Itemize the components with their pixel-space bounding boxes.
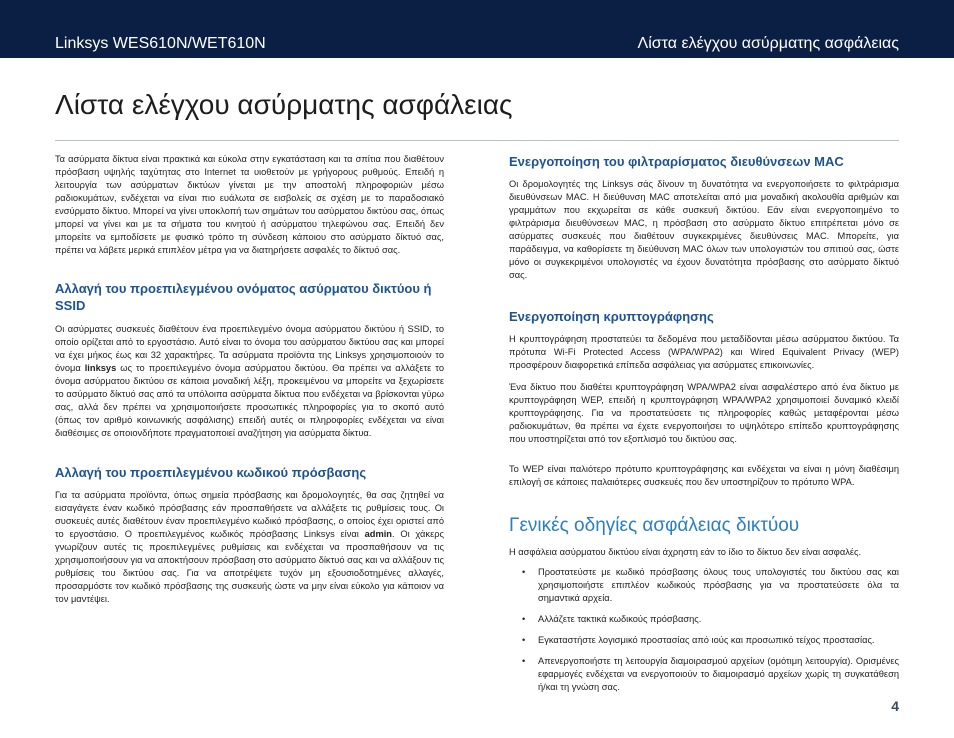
bullet-icon: • xyxy=(522,635,526,645)
list-item: • Προστατεύστε με κωδικό πρόσβασης όλους τους υπολογιστές του δικτύου σας και χρησιμοποιήστε επιπλέον κωδικούς πρόσβασης για να προστατεύσετε όλα τα σημαντικά αρχεία. xyxy=(522,567,899,603)
page-number: 4 xyxy=(891,698,899,714)
bullet-icon: • xyxy=(522,656,526,666)
intro-paragraph: Τα ασύρματα δίκτυα είναι πρακτικά και εύκολα στην εγκατάσταση και τα σπίτια που διαθέτουν πρόσβαση υψηλής ταχύτητας στο Internet τα υιοθετούν με γρήγορους ρυθμούς. Επειδή η λειτουργία των ασύρματων δικτύων γίνεται με την αποστολή πληροφοριών μέσω ραδιοκυμάτων, ενδέχεται να είναι πιο ευάλωτα σε εισβολείς σε σχέση με το παραδοσιακό ενσύρματο δίκτυο. Μπορεί να γίνει υποκλοπή των σημάτων του ασύρματου δικτύου σας, όπως μπορεί να γίνει και με τα σήματα του κινητού ή ασύρματου τηλεφώνου σας. Επειδή δεν μπορείτε να εμποδίσετε με φυσικό τρόπο τη σύνδεση κάποιου στο ασύρματο δίκτυό σας, πρέπει να λάβετε μερικά επιπλέον μέτρα για να διατηρήσετε ασφαλές το δίκτυό σας. xyxy=(55,154,444,255)
encryption-paragraph-2: Ένα δίκτυο που διαθέτει κρυπτογράφηση WPA/WPA2 είναι ασφαλέστερο από ένα δίκτυο με κρυπτογράφηση WEP, επειδή η κρυπτογράφηση WPA/WPA2 χρησιμοποιεί δυναμικό κλειδί κρυπτογράφησης. Για να προστατεύσετε τις πληροφορίες καθώς μεταφέρονται μέσω ραδιοκυμάτων, θα πρέπει να έχετε ενεργοποιήσει το υψηλότερο επίπεδο κρυπτογράφησης που υποστηρίζεται από τον εξοπλισμό του δικτύου σας. xyxy=(509,382,899,444)
bullet-icon: • xyxy=(522,614,526,624)
default-password: admin xyxy=(364,529,392,539)
encryption-paragraph-1: Η κρυπτογράφηση προστατεύει τα δεδομένα που μεταδίδονται μέσω ασύρματου δικτύου. Τα πρότυπα Wi-Fi Protected Access (WPA/WPA2) και Wired Equivalent Privacy (WEP) προσφέρουν διαφορετικά επίπεδα ασφάλειας για ασύρματες επικοινωνίες. xyxy=(509,334,899,370)
guidelines-list xyxy=(509,566,899,694)
list-item: • Εγκαταστήστε λογισμικό προστασίας από ιούς και προσωπικό τείχος προστασίας. xyxy=(522,635,875,645)
general-guidelines-heading: Γενικές οδηγίες ασφάλειας δικτύου xyxy=(509,515,800,536)
password-paragraph: Για τα ασύρματα προϊόντα, όπως σημεία πρόσβασης και δρομολογητές, θα σας ζητηθεί να εισαγάγετε έναν κωδικό πρόσβασης εάν προσπαθήσετε να αλλάξετε τις ρυθμίσεις τους. Οι συσκευές αυτές διαθέτουν έναν προεπιλεγμένο κωδικό πρόσβασης, ο οποίος έχει οριστεί από το εργοστάσιο. Ο προεπιλεγμένος κωδικός πρόσβασης Linksys είναι admin. Οι χάκερς γνωρίζουν αυτές τις προεπιλεγμένες ρυθμίσεις και ενδέχεται να προσπαθήσουν να τις χρησιμοποιήσουν για να αποκτήσουν πρόσβαση στο ασύρματο δίκτυό σας και να αλλάξουν τις ρυθμίσεις του δικτύου σας. Για να αποτρέψετε τυχόν μη εξουσιοδοτημένες αλλαγές, προσαρμόστε τον κωδικό πρόσβασης της συσκευής ώστε να μην είναι εύκολο για κάποιον να τον μαντέψει. xyxy=(55,490,444,604)
product-name: Linksys WES610N/WET610N xyxy=(55,35,266,52)
general-guidelines-intro: Η ασφάλεια ασύρματου δικτύου είναι άχρηστη εάν το ίδιο το δίκτυο δεν είναι ασφαλές. xyxy=(509,547,862,557)
mac-filter-heading: Ενεργοποίηση του φιλτραρίσματος διευθύνσεων MAC xyxy=(509,154,844,169)
mac-filter-paragraph: Οι δρομολογητές της Linksys σάς δίνουν τη δυνατότητα να ενεργοποιήσετε το φιλτράρισμα διευθύνσεων MAC. Η διεύθυνση MAC αποτελείται από μια μοναδική ακολουθία αριθμών και γραμμάτων που εκχωρείται σε κάθε συσκευή δικτύου. Εάν είναι ενεργοποιημένο το φιλτράρισμα διευθύνσεων MAC, η πρόσβαση στο ασύρματο δίκτυο επιτρέπεται μόνο σε ασύρματες συσκευές που διαθέτουν συγκεκριμένες διευθύνσεις MAC. Μπορείτε, για παράδειγμα, να καθορίσετε τη διεύθυνση MAC όλων των υπολογιστών του σπιτιού σας, ώστε μόνο οι συγκεκριμένοι υπολογιστές να έχουν δυνατότητα πρόσβασης στο ασύρματο δίκτυό σας. xyxy=(509,179,899,280)
left-column xyxy=(55,153,444,606)
ssid-heading: Αλλαγή του προεπιλεγμένου ονόματος ασύρματου δικτύου ή SSID xyxy=(55,281,432,313)
page-title: Λίστα ελέγχου ασύρματης ασφάλειας xyxy=(55,89,513,120)
encryption-heading: Ενεργοποίηση κρυπτογράφησης xyxy=(509,309,714,324)
password-heading: Αλλαγή του προεπιλεγμένου κωδικού πρόσβασης xyxy=(55,465,367,480)
list-item: • Αλλάζετε τακτικά κωδικούς πρόσβασης. xyxy=(522,614,702,624)
encryption-paragraph-3: Το WEP είναι παλιότερο πρότυπο κρυπτογράφησης και ενδέχεται να είναι η μόνη διαθέσιμη επιλογή σε κάποιες παλαιότερες συσκευές που δεν υποστηρίζουν το πρότυπο WPA. xyxy=(509,464,899,487)
page-header-bar xyxy=(0,0,954,58)
list-item: • Απενεργοποιήστε τη λειτουργία διαμοιρασμού αρχείων (ομότιμη λειτουργία). Ορισμένες εφαρμογές ενδέχεται να ενεργοποιούν το διαμοιρασμό αρχείων χωρίς τη συγκατάθεση ή/και τη γνώση σας. xyxy=(522,656,899,692)
default-ssid: linksys xyxy=(84,363,117,373)
bullet-icon: • xyxy=(522,567,526,577)
ssid-paragraph: Οι ασύρματες συσκευές διαθέτουν ένα προεπιλεγμένο όνομα ασύρματου δικτύου ή SSID, το οποίο ορίζεται από το εργοστάσιο. Αυτό είναι το όνομα του ασύρματου δικτύου σας και μπορεί να έχει μήκος έως και 32 χαρακτήρες. Τα ασύρματα προϊόντα της Linksys χρησιμοποιούν το όνομα linksys ως το προεπιλεγμένο όνομα ασύρματου δικτύου. Θα πρέπει να αλλάξετε το όνομα ασύρματου δικτύου σε κάποια μοναδική λέξη, προκειμένου να μπορείτε να ξεχωρίσετε το ασύρματο δίκτυό σας από τα υπόλοιπα ασύρματα δίκτυα που ενδέχεται να βρίσκονται γύρω σας, αλλά δεν πρέπει να χρησιμοποιήσετε προσωπικές πληροφορίες για το σκοπό αυτό (όπως τον αριθμό κοινωνικής ασφάλισης) επειδή αυτές οι πληροφορίες ενδέχεται να είναι διαθέσιμες σε οποιονδήποτε πραγματοποιεί αναζήτηση για ασύρματα δίκτυα. xyxy=(55,324,444,438)
running-section-title: Λίστα ελέγχου ασύρματης ασφάλειας xyxy=(637,35,899,52)
right-column xyxy=(509,153,899,694)
title-divider xyxy=(55,140,899,141)
